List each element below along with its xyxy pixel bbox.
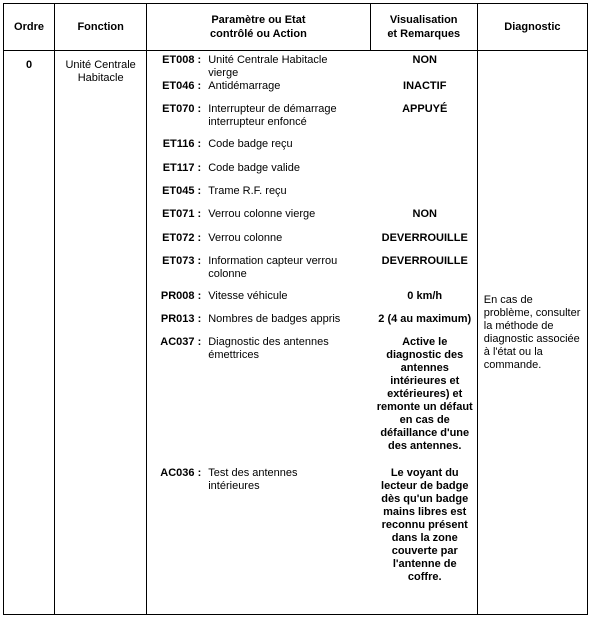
parameter-value-line: NON	[412, 54, 437, 66]
parameter-value-line: extérieures) et	[387, 388, 463, 400]
parameters-list	[147, 54, 478, 597]
header-visu-line1: Visualisation	[389, 14, 458, 26]
header-ordre	[4, 4, 55, 51]
parameter-code: ET046 :	[162, 80, 202, 92]
parameter-label	[205, 313, 371, 336]
parameter-label-line: Trame R.F. reçu	[208, 185, 287, 197]
fonction-value	[55, 51, 146, 85]
table-row	[4, 51, 588, 615]
header-parametre	[147, 4, 370, 51]
parameter-value-line: lecteur de badge	[381, 480, 469, 492]
parameter-code: ET071 :	[162, 208, 202, 220]
parameter-value	[371, 185, 478, 208]
header-fonction	[55, 4, 147, 51]
parameter-label	[205, 290, 371, 313]
parameter-value-line: NON	[412, 208, 437, 220]
parameter-code: ET116 :	[162, 138, 202, 150]
parameter-label-line: Verrou colonne	[208, 232, 283, 244]
parameter-label-line: Unité Centrale Habitacle	[208, 54, 328, 66]
parameter-label	[205, 185, 371, 208]
parameter-label	[205, 162, 371, 185]
parameter-label-line: Information capteur verrou	[208, 255, 338, 267]
parameter-value-line: l'antenne de	[392, 558, 457, 570]
parameter-value-line: des antennes.	[388, 440, 462, 452]
parameter-row	[147, 313, 478, 336]
fonction-line2: Habitacle	[77, 72, 124, 84]
parameter-code: ET072 :	[162, 232, 202, 244]
parameter-row	[147, 54, 478, 80]
parameter-value-line: dès qu'un badge	[381, 493, 469, 505]
parameter-code: ET045 :	[162, 185, 202, 197]
parameter-label-line: Antidémarrage	[208, 80, 281, 92]
parameter-label-line: émettrices	[208, 349, 259, 361]
diagnostic-line: à l'état ou la	[483, 345, 543, 358]
parameter-row	[147, 290, 478, 313]
parameter-label	[205, 54, 371, 80]
parameter-value-line: coffre.	[407, 571, 442, 583]
diagnostic-line: commande.	[483, 358, 542, 371]
parameter-value-line: mains libres est	[383, 506, 467, 518]
ordre-cell	[4, 51, 55, 615]
parameter-row	[147, 162, 478, 185]
parameter-row	[147, 103, 478, 138]
parameter-value	[371, 255, 478, 290]
parameter-label-line: interrupteur enfoncé	[208, 116, 307, 128]
parameter-code: AC037 :	[160, 336, 202, 348]
parameter-label-line: colonne	[208, 268, 247, 280]
header-parametre-line2: contrôlé ou Action	[210, 28, 307, 40]
parameter-label	[205, 80, 371, 103]
parameter-value	[371, 336, 478, 467]
parameter-code: ET073 :	[162, 255, 202, 267]
parameter-value	[371, 54, 478, 80]
parameter-row	[147, 336, 478, 467]
header-diagnostic-text: Diagnostic	[504, 21, 561, 33]
diagnostic-text	[478, 294, 587, 372]
parameter-value-line: INACTIF	[403, 80, 447, 92]
parameter-label	[205, 208, 371, 232]
parameter-code: PR013 :	[160, 313, 202, 325]
parameter-row	[147, 208, 478, 232]
ordre-value: 0	[25, 59, 33, 71]
parameter-value-line: diagnostic des	[386, 349, 464, 361]
parameter-label	[205, 103, 371, 138]
parameter-value-line: couverte par	[391, 545, 458, 557]
parameter-row	[147, 138, 478, 162]
parameter-label	[205, 138, 371, 162]
diagnostic-cell	[477, 51, 587, 615]
parameter-row	[147, 255, 478, 290]
parameter-code: ET008 :	[162, 54, 202, 66]
parameter-value-line: Active le	[402, 336, 448, 348]
header-visu-line2: et Remarques	[387, 28, 461, 40]
parameter-code: PR008 :	[160, 290, 202, 302]
parameter-value-line: antennes	[400, 362, 449, 374]
parameter-label-line: Vitesse véhicule	[208, 290, 288, 302]
parameter-row	[147, 80, 478, 103]
parameter-code: ET070 :	[162, 103, 202, 115]
parameter-value-line: DEVERROUILLE	[381, 255, 468, 267]
diagnostic-line: la méthode de	[483, 319, 554, 332]
parameter-value-line: dans la zone	[391, 532, 458, 544]
parameter-value-line: DEVERROUILLE	[381, 232, 468, 244]
parameter-row	[147, 467, 478, 597]
parameter-label-line: Diagnostic des antennes	[208, 336, 329, 348]
parameter-value	[371, 103, 478, 138]
parameter-value-line: remonte un défaut	[376, 401, 473, 413]
parameter-value	[371, 208, 478, 232]
diagnostic-line: problème, consulter	[483, 306, 581, 319]
header-visualisation	[370, 4, 477, 51]
parameter-label-line: Code badge reçu	[208, 138, 293, 150]
parameter-value	[371, 232, 478, 255]
parameter-label-line: Verrou colonne vierge	[208, 208, 316, 220]
parameter-value	[371, 162, 478, 185]
parameter-label-line: Interrupteur de démarrage	[208, 103, 337, 115]
parameter-value	[371, 290, 478, 313]
parameter-value-line: 0 km/h	[407, 290, 443, 302]
parameter-label	[205, 336, 371, 467]
parameter-value	[371, 467, 478, 597]
parameter-code: AC036 :	[160, 467, 202, 479]
parameter-value	[371, 80, 478, 103]
diagnostic-line: En cas de	[483, 293, 533, 306]
parameter-value-line: 2 (4 au maximum)	[378, 313, 472, 325]
parameter-row	[147, 232, 478, 255]
diagnostic-line: diagnostic associée	[483, 332, 580, 345]
parameter-value	[371, 313, 478, 336]
header-diagnostic	[477, 4, 587, 51]
parameter-label-line: vierge	[208, 67, 239, 79]
parameter-value-line: en cas de	[399, 414, 450, 426]
parameter-label	[205, 467, 371, 597]
header-parametre-line1: Paramètre ou Etat	[211, 14, 306, 26]
fonction-cell	[55, 51, 147, 615]
parameter-code: ET117 :	[162, 162, 202, 174]
fonction-line1: Unité Centrale	[65, 59, 136, 71]
parameter-label-line: Code badge valide	[208, 162, 300, 174]
parameter-value-line: reconnu présent	[381, 519, 468, 531]
parameter-label	[205, 232, 371, 255]
parameter-label-line: Nombres de badges appris	[208, 313, 341, 325]
parameter-value-line: Le voyant du	[390, 467, 459, 479]
parameter-label-line: intérieures	[208, 480, 260, 492]
parameter-label	[205, 255, 371, 290]
parameter-value-line: défaillance d'une	[380, 427, 470, 439]
header-fonction-text: Fonction	[77, 21, 124, 33]
parameter-label-line: Test des antennes	[208, 467, 298, 479]
header-ordre-text: Ordre	[14, 21, 45, 33]
diagnostic-table	[3, 3, 588, 615]
parameter-value	[371, 138, 478, 162]
parameters-cell	[147, 51, 478, 615]
parameter-row	[147, 185, 478, 208]
parameter-value-line: intérieures et	[390, 375, 460, 387]
parameter-value-line: APPUYÉ	[402, 103, 448, 115]
header-row	[4, 4, 588, 51]
